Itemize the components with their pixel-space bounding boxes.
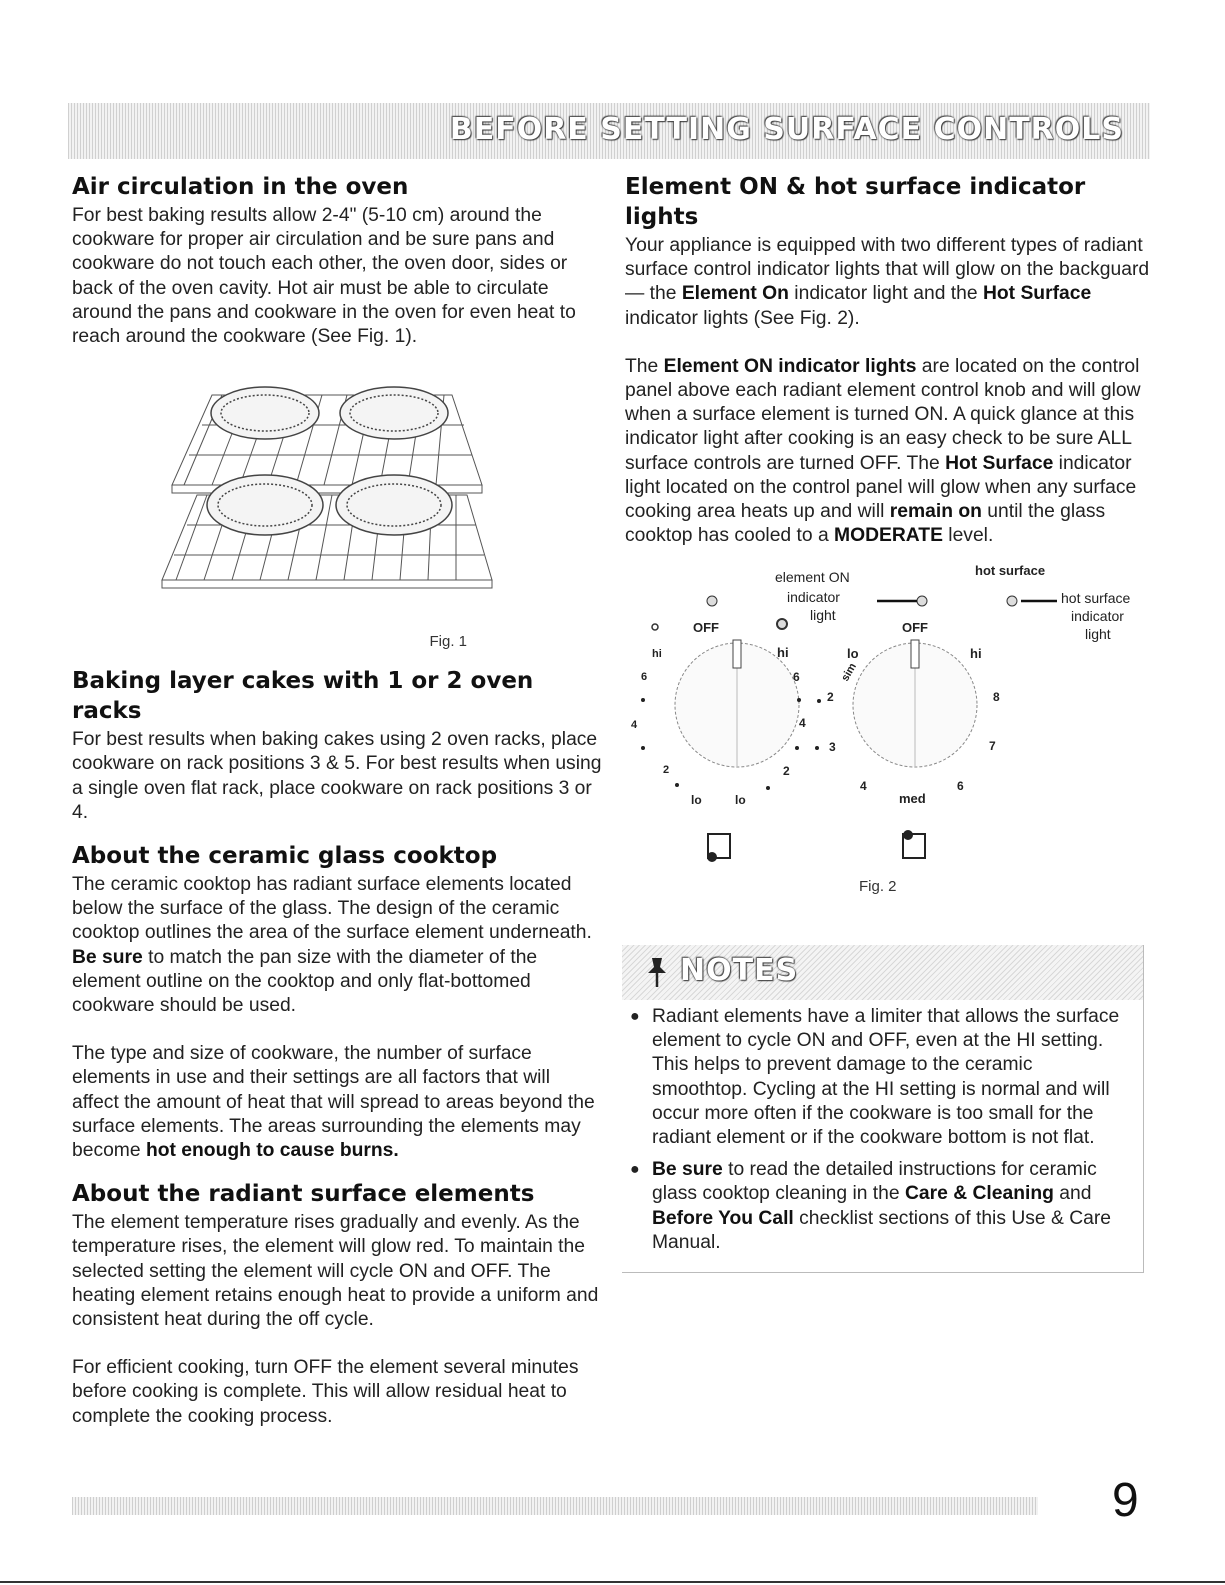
figure-2-caption: Fig. 2	[859, 878, 897, 895]
knob2-off-label: OFF	[902, 620, 928, 635]
element-on-indicator-light-left	[707, 596, 717, 606]
knob1-4-left: 4	[631, 719, 638, 731]
element-on-indicator-light-center	[777, 619, 787, 629]
knob2-sim-label: sim	[839, 661, 860, 684]
air-circulation-heading: Air circulation in the oven	[72, 174, 409, 200]
figure-1	[72, 375, 602, 625]
figure-1-caption: Fig. 1	[429, 633, 467, 651]
knob1-6-right: 6	[793, 670, 800, 684]
ceramic-cooktop-heading: About the ceramic glass cooktop	[72, 843, 498, 870]
notes-item-limiter	[622, 1005, 1132, 1150]
hot-surface-indicator-light	[1007, 596, 1017, 606]
page-title: BEFORE SETTING SURFACE CONTROLS	[449, 112, 1124, 147]
radiant-elements-text-2: For efficient cooking, turn OFF the element several minutes before cooking is complete. This will allow residual heat to complete the cooking process.	[72, 1357, 579, 1427]
knob1-lo-left: lo	[691, 793, 702, 807]
single-element-knob	[815, 620, 1000, 806]
footer-band	[72, 1497, 1038, 1515]
indicator-text-part: indicator light and the	[788, 283, 983, 305]
element-on-label-line1: element ON	[775, 569, 850, 585]
ceramic-text-part: The type and size of cookware, the number of surface elements in use and their settings are all factors that will affect the amount of heat that will spread to areas beyond the surface elements. The areas surrounding the elements may become	[72, 1043, 595, 1162]
indicator-text-part: level.	[942, 525, 994, 547]
ceramic-text-part: to match the pan size with the diameter of the element outline on the cooktop and only flat-bottomed cookware should be used.	[72, 946, 538, 1017]
notes-title: NOTES	[680, 953, 799, 988]
indicator-text-bold: remain on	[889, 501, 982, 523]
indicator-text-bold: Hot Surface	[945, 452, 1054, 474]
bullet-icon: ●	[630, 1008, 640, 1025]
hot-surface-label-line1: hot surface	[1061, 590, 1131, 606]
ceramic-cooktop-text-1	[72, 873, 602, 1018]
notes-item-bold: Care & Cleaning	[904, 1183, 1054, 1205]
radiant-elements-heading: About the radiant surface elements	[72, 1181, 535, 1208]
notes-item-bold: Be sure	[652, 1159, 723, 1181]
section-header-band	[68, 103, 1150, 159]
knob1-hi-left: hi	[652, 648, 662, 660]
page-number: 9	[1112, 1474, 1139, 1527]
ceramic-text-bold: hot enough to cause burns.	[145, 1140, 399, 1162]
indicator-text-part: until the glass cooktop has cooled to a	[625, 501, 1106, 547]
knob2-med: med	[899, 791, 926, 806]
indicator-text-part: The	[625, 355, 664, 377]
element-position-icon-right	[903, 831, 925, 858]
baking-layer-cakes-text: For best results when baking cakes using 2 oven racks, place cookware on rack positions 3 & 5. For best results when using a single oven flat rack, place cookware on rack positions 3 or 4.	[72, 729, 602, 823]
knob2-lo-label: lo	[847, 646, 859, 661]
indicator-text-bold: Hot Surface	[982, 283, 1092, 305]
knob1-6-left: 6	[641, 671, 648, 683]
knob1-4-right: 4	[799, 716, 806, 730]
ceramic-text-bold: Be sure	[72, 946, 143, 968]
knob2-6: 6	[957, 779, 964, 793]
pushpin-icon	[642, 955, 674, 989]
right-column	[625, 172, 1155, 548]
notes-item-text: checklist sections of this Use & Care Manual.	[652, 1207, 1111, 1253]
bullet-icon: ●	[630, 1161, 640, 1179]
indicator-lights-heading: Element ON & hot surface indicator lights	[625, 174, 1086, 230]
knob1-off-label: OFF	[693, 620, 719, 635]
indicator-text-part: Your appliance is equipped with two different types of radiant surface control indicator lights that will glow on the backguard — the	[625, 235, 1150, 305]
knob2-8: 8	[993, 690, 1000, 704]
ceramic-cooktop-text-2	[72, 1042, 602, 1163]
notes-list	[622, 1005, 1132, 1263]
notes-item-bold: Before You Call	[652, 1207, 794, 1229]
figure-2-control-knobs	[625, 560, 1155, 905]
notes-item-text: to read the detailed instructions for ceramic glass cooktop cleaning in the	[652, 1159, 1097, 1205]
notes-header-band	[622, 945, 1143, 1000]
element-position-icon-left	[708, 834, 730, 861]
off-marker-dot	[652, 624, 658, 630]
notes-box	[622, 945, 1144, 1273]
oven-racks-illustration	[72, 375, 602, 625]
indicator-text-part: indicator lights (See Fig. 2).	[625, 307, 860, 329]
knob1-lo-right: lo	[735, 793, 746, 807]
indicator-text-part: indicator light located on the control panel will glow when any surface cooking area heats up and will	[625, 452, 1137, 523]
left-column	[72, 172, 602, 1429]
knob2-3: 3	[829, 740, 836, 754]
radiant-elements-text-1: The element temperature rises gradually and evenly. As the temperature rises, the element will glow red. To maintain the selected setting the element will cycle ON and OFF. The heating element retains enough heat to provide a uniform and consistent heat during the off cycle.	[72, 1212, 599, 1331]
hot-surface-top-label: hot surface	[975, 563, 1046, 578]
indicator-lights-text-2	[625, 355, 1155, 549]
hot-surface-label-line3: light	[1085, 626, 1111, 642]
air-circulation-text: For best baking results allow 2-4" (5-10 cm) around the cookware for proper air circulation and be sure pans and cookware do not touch each other, the oven door, sides or back of the oven cavity. Hot air must be able to circulate around the pans and cookware in the oven for even heat to reach around the cookware (See Fig. 1).	[72, 205, 576, 348]
knob2-4: 4	[860, 779, 867, 793]
indicator-lights-text-1	[625, 234, 1155, 331]
element-on-label-line3: light	[810, 607, 836, 623]
bottom-rule	[0, 1581, 1225, 1583]
baking-layer-cakes-heading: Baking layer cakes with 1 or 2 oven racks	[72, 668, 534, 725]
indicator-text-bold: Element On	[681, 283, 789, 305]
notes-item-cleaning	[622, 1158, 1132, 1255]
ceramic-text-part: The ceramic cooktop has radiant surface elements located below the surface of the glass. The design of the ceramic cooktop outlines the area of the surface element underneath.	[72, 874, 592, 944]
knob1-2-left: 2	[663, 764, 670, 776]
knob2-7: 7	[989, 739, 996, 753]
notes-item-text: Radiant elements have a limiter that allows the surface element to cycle ON and OFF, even at the HI setting. This helps to prevent damage to the ceramic smoothtop. Cycling at the HI setting is normal and will occur more often if the cookware is too small for the radiant element or if the cookware bottom is not flat.	[652, 1006, 1120, 1149]
indicator-text-bold: MODERATE	[834, 525, 943, 547]
indicator-text-part: are located on the control panel above each radiant element control knob and will glow when a surface element is turned ON. A quick glance at this indicator light after cooking is an easy check to be sure ALL surface controls are turned OFF. The	[625, 355, 1141, 474]
dual-element-knob	[631, 620, 806, 807]
element-on-indicator-light-right	[917, 596, 927, 606]
element-on-label-line2: indicator	[787, 589, 840, 605]
hot-surface-label-line2: indicator	[1071, 608, 1124, 624]
knob1-hi-right: hi	[777, 645, 789, 660]
notes-item-text: and	[1053, 1183, 1092, 1205]
knob2-2: 2	[827, 690, 834, 704]
knob2-hi: hi	[970, 646, 982, 661]
indicator-text-bold: Element ON indicator lights	[663, 355, 917, 377]
knob1-2-right: 2	[783, 764, 790, 778]
